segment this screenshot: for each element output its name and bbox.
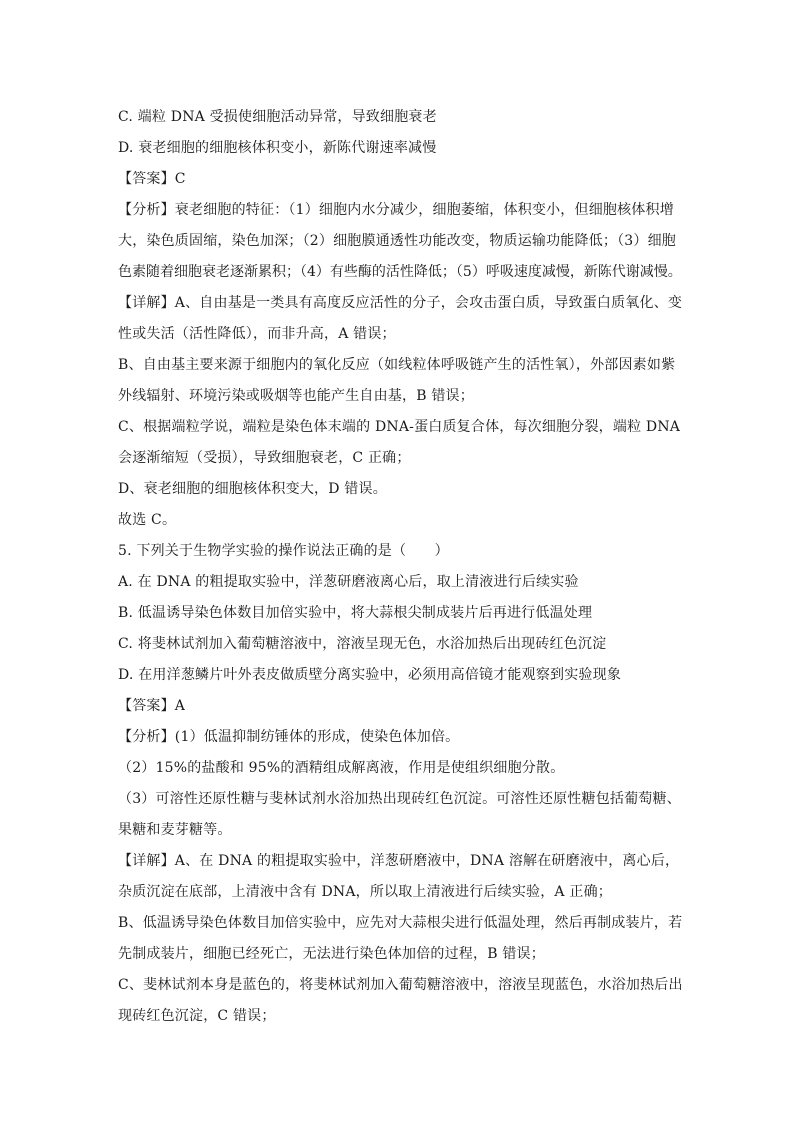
explanation-line: 外线辐射、环境污染或吸烟等也能产生自由基，B 错误； <box>118 388 474 404</box>
answer-line: 【答案】C <box>118 171 186 187</box>
explanation-line: 会逐渐缩短（受损），导致细胞衰老，C 正确； <box>118 450 411 466</box>
explanation-line: B、自由基主要来源于细胞内的氧化反应（如线粒体呼吸链产生的活性氧），外部因素如紫 <box>118 357 676 373</box>
explanation-line: 【详解】A、在 DNA 的粗提取实验中，洋葱研磨液中，DNA 溶解在研磨液中，离心后， <box>118 853 680 869</box>
question-stem: 5. 下列关于生物学实验的操作说法正确的是（ ） <box>118 543 449 559</box>
explanation-line: 现砖红色沉淀，C 错误； <box>118 1008 276 1024</box>
analysis-line: 大，染色质固缩，染色加深；（2）细胞膜通透性功能改变，物质运输功能降低；（3）细胞 <box>118 233 677 249</box>
explanation-line: C、根据端粒学说，端粒是染色体末端的 DNA-蛋白质复合体，每次细胞分裂，端粒 DNA <box>118 419 681 435</box>
option-c-line: C. 将斐林试剂加入葡萄糖溶液中，溶液呈现无色，水浴加热后出现砖红色沉淀 <box>118 636 607 652</box>
document-page <box>118 102 683 1032</box>
analysis-line: （3）可溶性还原性糖与斐林试剂水浴加热出现砖红色沉淀。可溶性还原性糖包括葡萄糖、 <box>118 791 681 807</box>
analysis-line: 果糖和麦芽糖等。 <box>118 822 232 838</box>
analysis-line: （2）15%的盐酸和 95%的酒精组成解离液，作用是使组织细胞分散。 <box>118 760 565 776</box>
option-d-line: D. 在用洋葱鳞片叶外表皮做质壁分离实验中，必须用高倍镜才能观察到实验现象 <box>118 667 622 683</box>
option-d-line: D. 衰老细胞的细胞核体积变小，新陈代谢速率减慢 <box>118 140 437 156</box>
explanation-line: 性或失活（活性降低），而非升高，A 错误； <box>118 326 396 342</box>
option-b-line: B. 低温诱导染色体数目加倍实验中，将大蒜根尖制成装片后再进行低温处理 <box>118 605 593 621</box>
analysis-line: 【分析】(1）低温抑制纺锤体的形成，使染色体加倍。 <box>118 729 460 745</box>
analysis-line: 色素随着细胞衰老逐渐累积；（4）有些酶的活性降低；（5）呼吸速度减慢，新陈代谢减慢。 <box>118 264 682 280</box>
option-a-line: A. 在 DNA 的粗提取实验中，洋葱研磨液离心后，取上清液进行后续实验 <box>118 574 579 590</box>
explanation-line: 先制成装片，细胞已经死亡，无法进行染色体加倍的过程，B 错误； <box>118 946 545 962</box>
answer-line: 【答案】A <box>118 698 186 714</box>
explanation-line: D、衰老细胞的细胞核体积变大，D 错误。 <box>118 481 387 497</box>
option-c-line: C. 端粒 DNA 受损使细胞活动异常，导致细胞衰老 <box>118 109 437 125</box>
explanation-line: C、斐林试剂本身是蓝色的，将斐林试剂加入葡萄糖溶液中，溶液呈现蓝色，水浴加热后出 <box>118 977 683 993</box>
analysis-line: 【分析】衰老细胞的特征：（1）细胞内水分减少，细胞萎缩，体积变小，但细胞核体积增 <box>118 202 674 218</box>
explanation-line: 杂质沉淀在底部，上清液中含有 DNA，所以取上清液进行后续实验，A 正确； <box>118 884 612 900</box>
explanation-line: 【详解】A、自由基是一类具有高度反应活性的分子，会攻击蛋白质，导致蛋白质氧化、变 <box>118 295 683 311</box>
conclusion-line: 故选 C。 <box>118 512 177 528</box>
explanation-line: B、低温诱导染色体数目加倍实验中，应先对大蒜根尖进行低温处理，然后再制成装片，若 <box>118 915 683 931</box>
